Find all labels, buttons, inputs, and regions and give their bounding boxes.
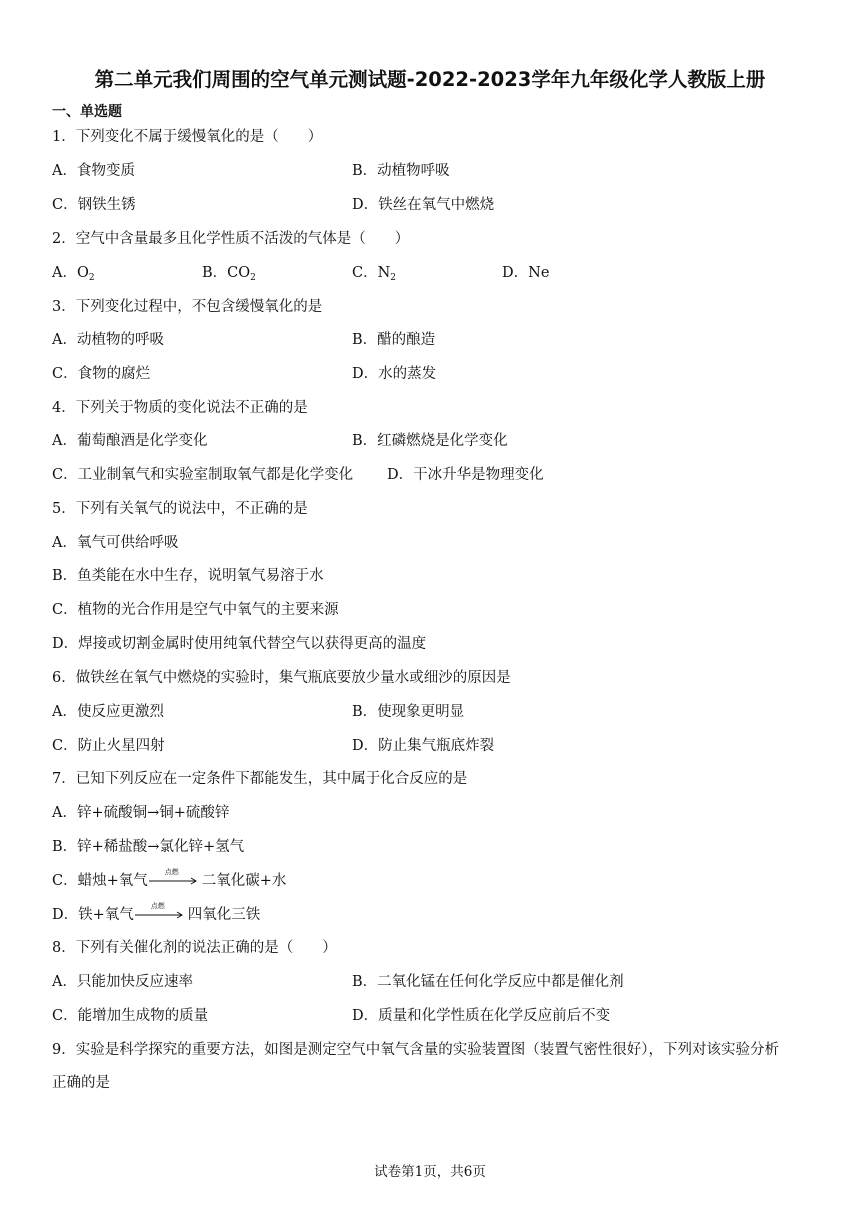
question-1-stem: 1．下列变化不属于缓慢氧化的是（ ） [52, 129, 323, 145]
question-4-stem: 4．下列关于物质的变化说法不正确的是 [52, 400, 308, 416]
question-1-option-a: A．食物变质 [52, 163, 135, 179]
question-4-option-c: C．工业制氧气和实验室制取氧气都是化学变化 [52, 467, 354, 483]
question-6-option-d: D．防止集气瓶底炸裂 [352, 738, 495, 754]
question-3-option-d: D．水的蒸发 [352, 366, 437, 382]
question-7-option-c: C．蜡烛+氧气 点燃 二氧化碳+水 [52, 868, 287, 889]
question-7-option-b: B．锌+稀盐酸→氯化锌+氢气 [52, 839, 245, 855]
question-6-option-a: A．使反应更激烈 [52, 704, 164, 720]
section-heading: 一、单选题 [52, 104, 122, 120]
page-footer: 试卷第1页，共6页 [374, 1164, 486, 1180]
question-3-option-b: B．醋的酿造 [352, 332, 436, 348]
question-8-option-a: A．只能加快反应速率 [52, 974, 193, 990]
question-7-option-d: D．铁+氧气 点燃 四氧化三铁 [52, 902, 261, 923]
question-5-option-c: C．植物的光合作用是空气中氧气的主要来源 [52, 602, 339, 618]
question-6-stem: 6．做铁丝在氧气中燃烧的实验时，集气瓶底要放少量水或细沙的原因是 [52, 670, 511, 686]
reaction-arrow: 点燃 [149, 874, 201, 888]
question-5-option-a: A．氧气可供给呼吸 [52, 535, 179, 551]
question-8-option-c: C．能增加生成物的质量 [52, 1008, 209, 1024]
reaction-arrow: 点燃 [135, 908, 187, 922]
question-2-option-a: A．$O_2$ [52, 265, 95, 283]
question-5-stem: 5．下列有关氧气的说法中，不正确的是 [52, 501, 308, 517]
question-4-option-d: D．干冰升华是物理变化 [387, 467, 544, 483]
question-4-option-b: B．红磷燃烧是化学变化 [352, 433, 508, 449]
question-3-stem: 3．下列变化过程中，不包含缓慢氧化的是 [52, 299, 323, 315]
question-2-option-d: D．Ne [502, 265, 550, 281]
question-3-option-c: C．食物的腐烂 [52, 366, 151, 382]
question-9-stem: 9．实验是科学探究的重要方法，如图是测定空气中氧气含量的实验装置图（装置气密性很好），下列对该实验分析 [52, 1042, 779, 1058]
question-2-option-c: C．$N_2$ [352, 265, 397, 283]
question-6-option-c: C．防止火星四射 [52, 738, 165, 754]
question-8-option-d: D．质量和化学性质在化学反应前后不变 [352, 1008, 611, 1024]
question-3-option-a: A．动植物的呼吸 [52, 332, 164, 348]
question-2-option-b: B．$CO_2$ [202, 265, 256, 283]
question-2-stem: 2．空气中含量最多且化学性质不活泼的气体是（ ） [52, 231, 410, 247]
question-1-option-b: B．动植物呼吸 [352, 163, 450, 179]
question-5-option-b: B．鱼类能在水中生存，说明氧气易溶于水 [52, 568, 324, 584]
question-7-stem: 7．已知下列反应在一定条件下都能发生，其中属于化合反应的是 [52, 771, 468, 787]
question-8-stem: 8．下列有关催化剂的说法正确的是（ ） [52, 940, 337, 956]
question-1-option-c: C．钢铁生锈 [52, 197, 136, 213]
paper-title: 第二单元我们周围的空气单元测试题-2022-2023学年九年级化学人教版上册 [94, 68, 766, 91]
question-1-option-d: D．铁丝在氧气中燃烧 [352, 197, 495, 213]
question-4-option-a: A．葡萄酿酒是化学变化 [52, 433, 208, 449]
question-5-option-d: D．焊接或切割金属时使用纯氧代替空气以获得更高的温度 [52, 636, 427, 652]
question-7-option-a: A．锌+硫酸铜→铜+硫酸锌 [52, 805, 230, 821]
question-8-option-b: B．二氧化锰在任何化学反应中都是催化剂 [352, 974, 624, 990]
question-6-option-b: B．使现象更明显 [352, 704, 465, 720]
question-9-stem-continued: 正确的是 [52, 1075, 110, 1091]
